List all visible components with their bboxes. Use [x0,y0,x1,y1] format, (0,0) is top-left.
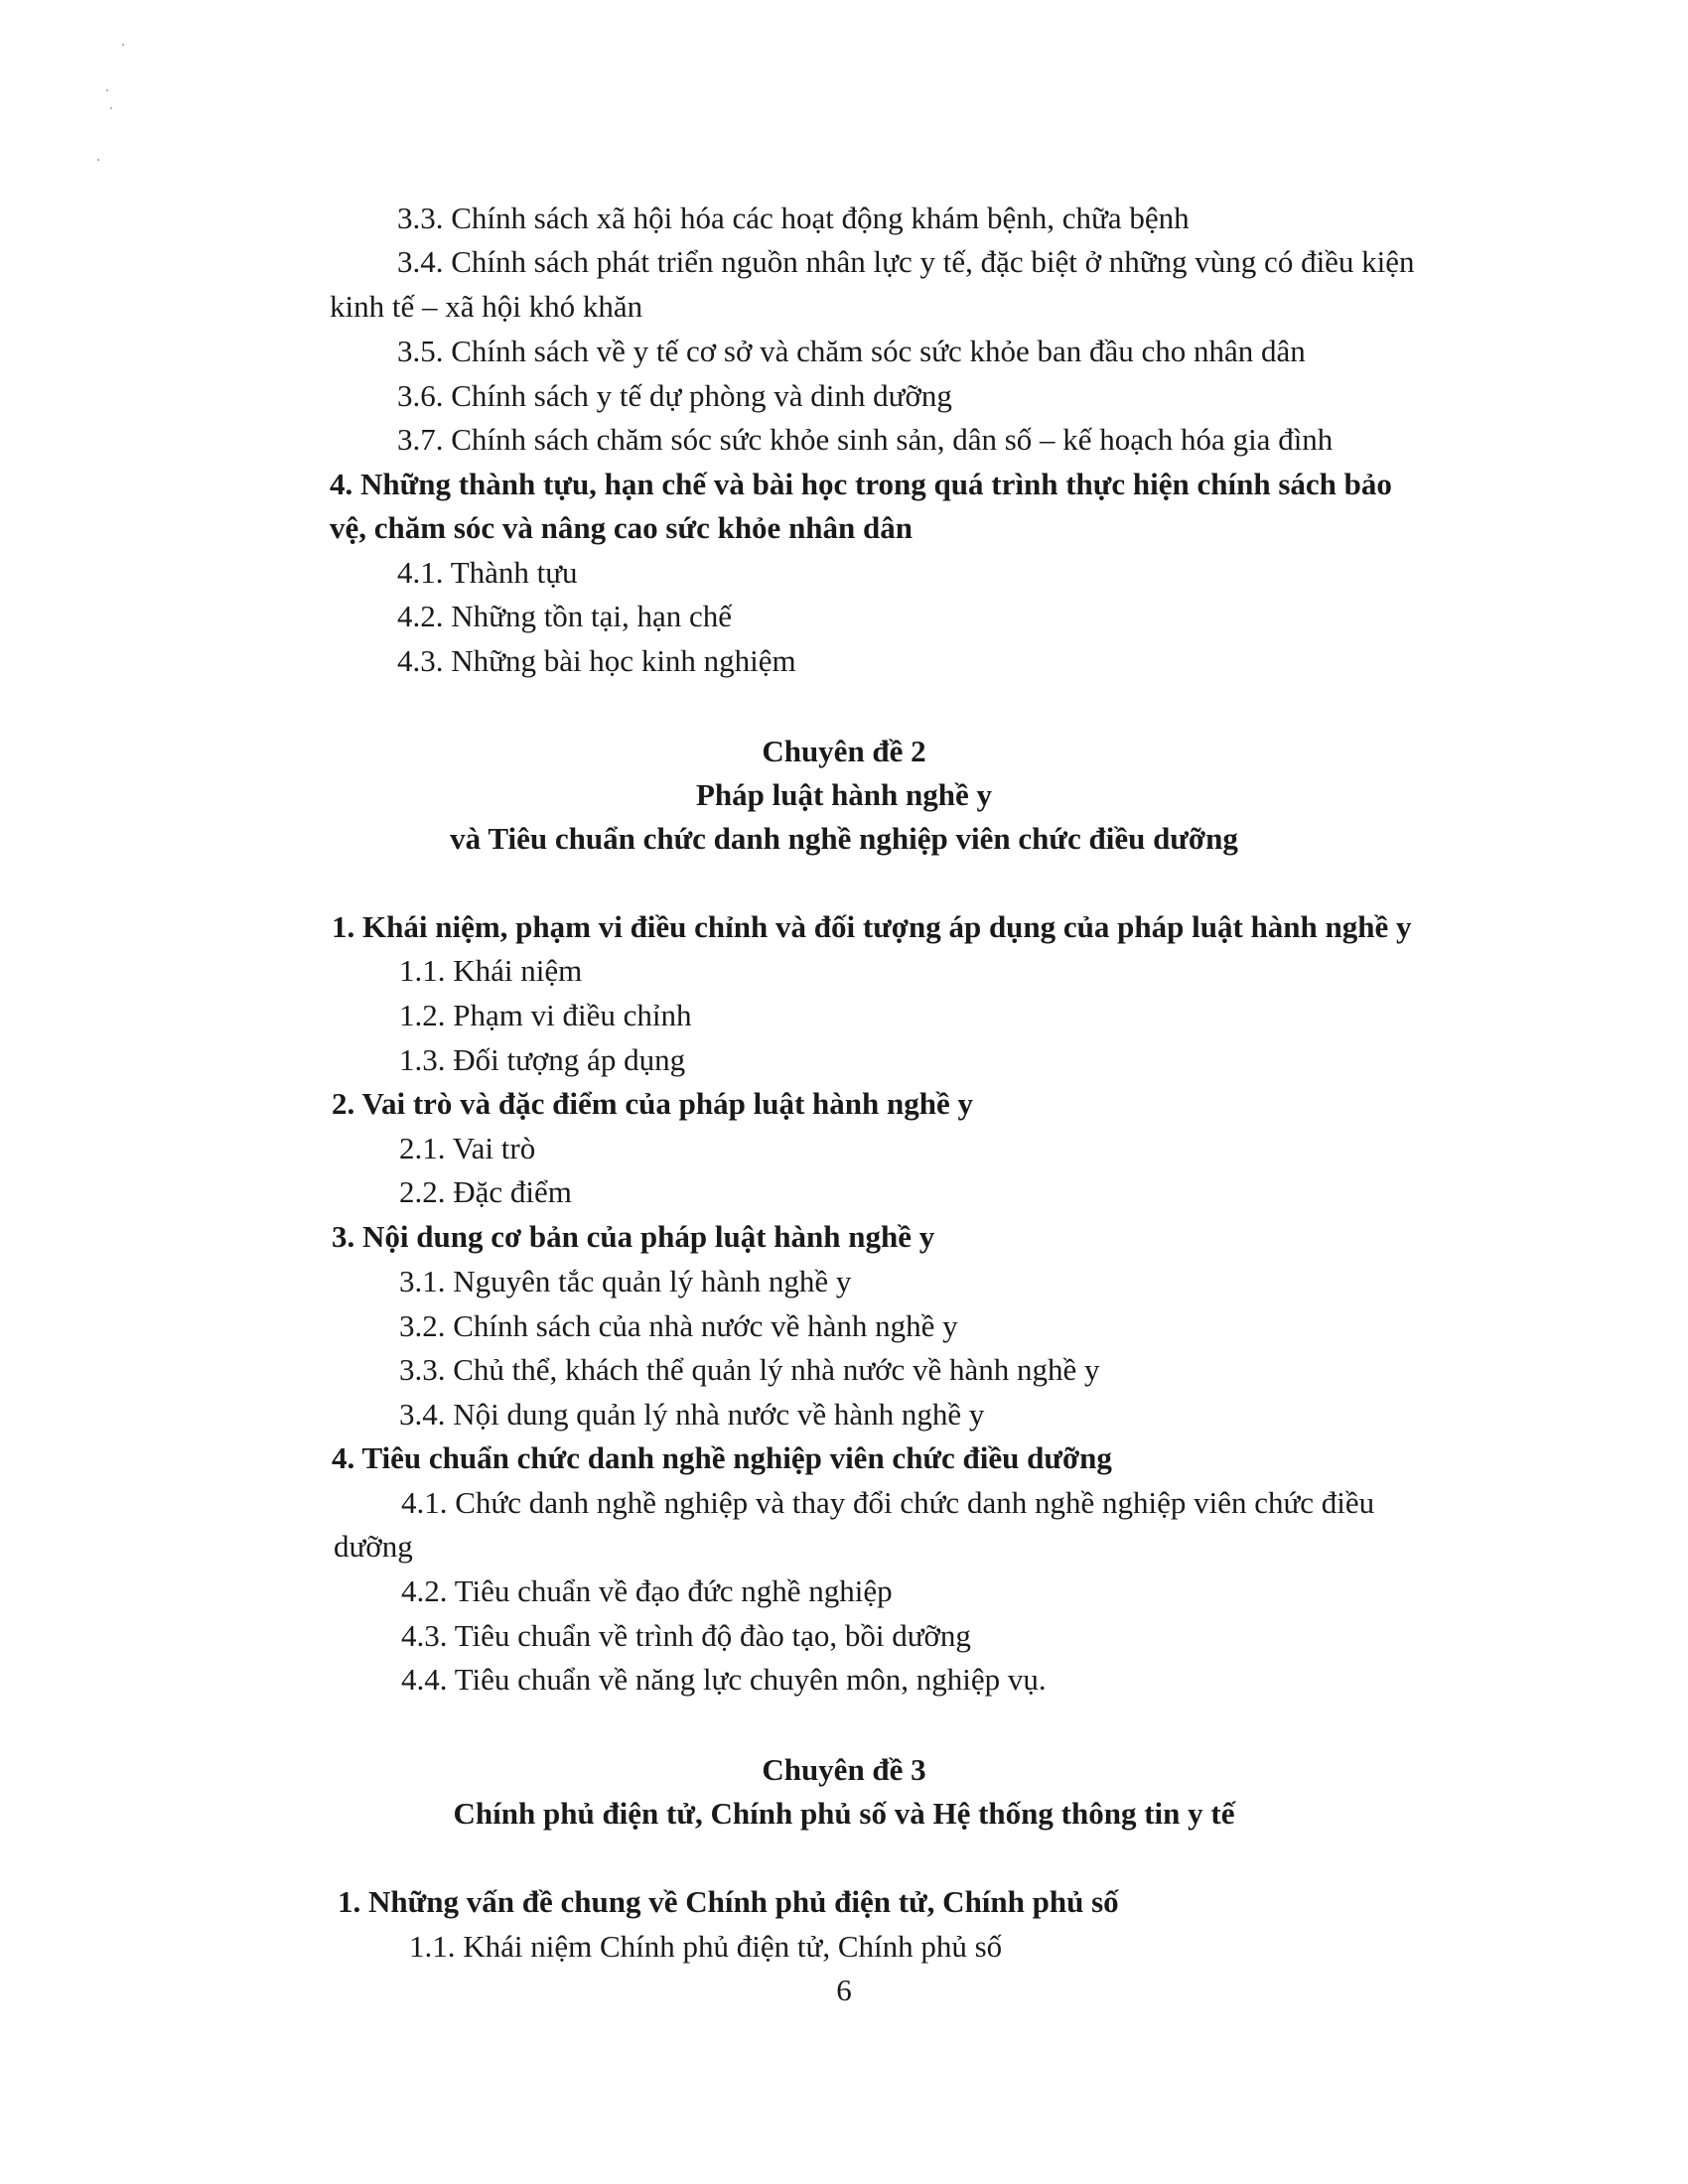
item-4-2: 4.2. Những tồn tại, hạn chế [397,599,733,633]
item-4-1: 4.1. Thành tựu [397,555,578,590]
section-4-heading-continued: vệ, chăm sóc và nâng cao sức khỏe nhân dân [330,510,914,545]
topic-2-item-4-1-continued: dưỡng [334,1529,413,1564]
topic-2-item-3-4: 3.4. Nội dung quản lý nhà nước về hành nghề y [399,1397,985,1432]
topic-2-item-1-2: 1.2. Phạm vi điều chỉnh [399,998,692,1032]
topic-2-heading: Chuyên đề 2 [762,734,926,768]
topic-2-section-2: 2. Vai trò và đặc điểm của pháp luật hành nghề y [332,1086,973,1121]
page-number: 6 [836,1973,852,2007]
item-3-4: 3.4. Chính sách phát triển nguồn nhân lực y tế, đặc biệt ở những vùng có điều kiện [397,244,1415,279]
topic-2-section-4: 4. Tiêu chuẩn chức danh nghề nghiệp viên chức điều dưỡng [332,1440,1112,1475]
scan-speck [106,89,108,91]
topic-3-item-1-1: 1.1. Khái niệm Chính phủ điện tử, Chính phủ số [409,1929,1003,1964]
item-3-4-continued: kinh tế – xã hội khó khăn [330,289,643,324]
section-4-heading: 4. Những thành tựu, hạn chế và bài học trong quá trình thực hiện chính sách bảo [330,467,1392,501]
topic-2-item-2-1: 2.1. Vai trò [399,1131,536,1165]
topic-2-item-4-4: 4.4. Tiêu chuẩn về năng lực chuyên môn, nghiệp vụ. [401,1662,1047,1697]
scan-speck [110,107,112,109]
topic-2-item-2-2: 2.2. Đặc điểm [399,1174,572,1209]
topic-3-section-1: 1. Những vấn đề chung về Chính phủ điện tử, Chính phủ số [338,1884,1119,1919]
topic-2-item-4-3: 4.3. Tiêu chuẩn về trình độ đào tạo, bồi dưỡng [401,1618,971,1653]
topic-2-section-3: 3. Nội dung cơ bản của pháp luật hành nghề y [332,1219,935,1254]
scan-speck [122,44,124,46]
scan-speck [97,159,99,161]
topic-2-item-3-3: 3.3. Chủ thể, khách thể quản lý nhà nước về hành nghề y [399,1352,1100,1387]
topic-2-item-4-2: 4.2. Tiêu chuẩn về đạo đức nghề nghiệp [401,1573,893,1608]
topic-2-section-1: 1. Khái niệm, phạm vi điều chỉnh và đối tượng áp dụng của pháp luật hành nghề y [332,909,1412,944]
topic-3-title: Chính phủ điện tử, Chính phủ số và Hệ thống thông tin y tế [453,1796,1235,1831]
topic-2-subtitle: và Tiêu chuẩn chức danh nghề nghiệp viên chức điều dưỡng [450,821,1238,856]
item-3-7: 3.7. Chính sách chăm sóc sức khỏe sinh sản, dân số – kế hoạch hóa gia đình [397,422,1334,457]
topic-2-item-1-3: 1.3. Đối tượng áp dụng [399,1042,686,1077]
item-3-6: 3.6. Chính sách y tế dự phòng và dinh dưỡng [397,378,952,413]
topic-2-item-3-1: 3.1. Nguyên tắc quản lý hành nghề y [399,1264,852,1298]
topic-2-item-3-2: 3.2. Chính sách của nhà nước về hành nghề y [399,1308,958,1343]
topic-2-item-1-1: 1.1. Khái niệm [399,953,583,988]
topic-2-title: Pháp luật hành nghề y [695,777,993,812]
topic-3-heading: Chuyên đề 3 [762,1752,926,1787]
topic-2-item-4-1: 4.1. Chức danh nghề nghiệp và thay đổi chức danh nghề nghiệp viên chức điều [401,1485,1375,1520]
item-4-3: 4.3. Những bài học kinh nghiệm [397,643,796,678]
item-3-5: 3.5. Chính sách về y tế cơ sở và chăm sóc sức khỏe ban đầu cho nhân dân [397,334,1306,368]
item-3-3: 3.3. Chính sách xã hội hóa các hoạt động khám bệnh, chữa bệnh [397,201,1190,235]
